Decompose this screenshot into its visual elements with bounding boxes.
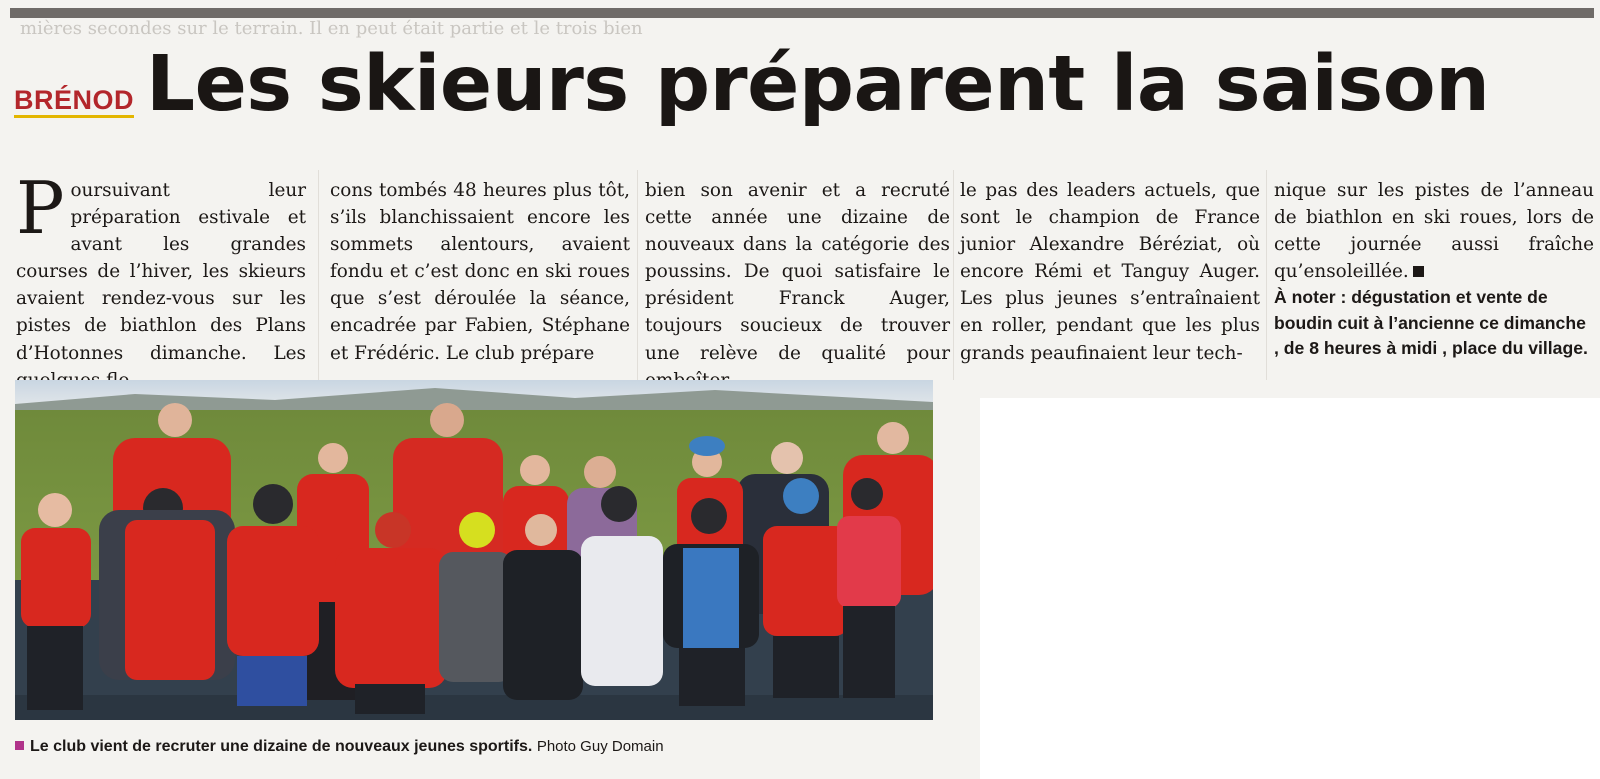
drop-cap: P bbox=[16, 166, 65, 250]
track-shadow bbox=[15, 695, 933, 720]
column-divider bbox=[1266, 170, 1267, 380]
section-kicker: BRÉNOD bbox=[14, 86, 134, 118]
column-5-text: nique sur les pistes de l’anneau de biathlon en ski roues, lors de cette journée aussi fraîche qu’ensoleillée. bbox=[1274, 180, 1594, 283]
photo-credit: Photo Guy Domain bbox=[536, 738, 664, 755]
column-divider bbox=[318, 170, 319, 380]
caption-marker-icon bbox=[15, 741, 24, 750]
article-column-3: bien son avenir et a recruté cette année une dizaine de nouveaux dans la catégorie des poussins. De quoi satisfaire le président Franck Auger, toujours soucieux de trouver une relève de qualité pour bbox=[645, 180, 950, 364]
end-mark-icon bbox=[1413, 266, 1424, 277]
caption-text: Le club vient de recruter une dizaine de nouveaux jeunes sportifs. bbox=[30, 738, 533, 755]
column-divider bbox=[953, 170, 954, 380]
article-column-2: cons tombés 48 heures plus tôt, s’ils blanchissaient encore les sommets alentours, avaient fondu et c’est donc en ski roues que s’est déroulée la séance, encadrée par Fabien, Stéphane et Frédéric. Le club prépare bbox=[330, 180, 630, 364]
team-photo bbox=[15, 380, 933, 720]
top-rule bbox=[10, 8, 1594, 18]
article-column-5 bbox=[1274, 177, 1594, 285]
photo-caption bbox=[15, 736, 664, 758]
column-divider bbox=[637, 170, 638, 380]
column-1-text: oursuivant leur préparation estivale et avant les grandes courses de l’hiver, les skieurs avaient rendez-vous sur les pistes de biathlon des Plans d’Hotonnes dimanche. Les bbox=[16, 180, 306, 364]
bleed-through-text: mières secondes sur le terrain. Il en peut était partie et le trois bien bbox=[20, 18, 643, 39]
headline: Les skieurs préparent la saison bbox=[146, 40, 1490, 129]
kid-2 bbox=[99, 488, 235, 680]
article-column-4: le pas des leaders actuels, que sont le champion de France junior Alexandre Béréziat, où encore Rémi et Tanguy Auger. Les plus jeunes s’entraînaient en roller, pendant que les plus grands peaufinaient leur tech- bbox=[960, 180, 1260, 364]
team-photo-illustration bbox=[15, 380, 933, 720]
article-column-1 bbox=[16, 166, 306, 394]
note-box: À noter : dégustation et vente de boudin cuit à l’ancienne ce dimanche , de 8 heures à midi , place du village. bbox=[1274, 287, 1588, 358]
